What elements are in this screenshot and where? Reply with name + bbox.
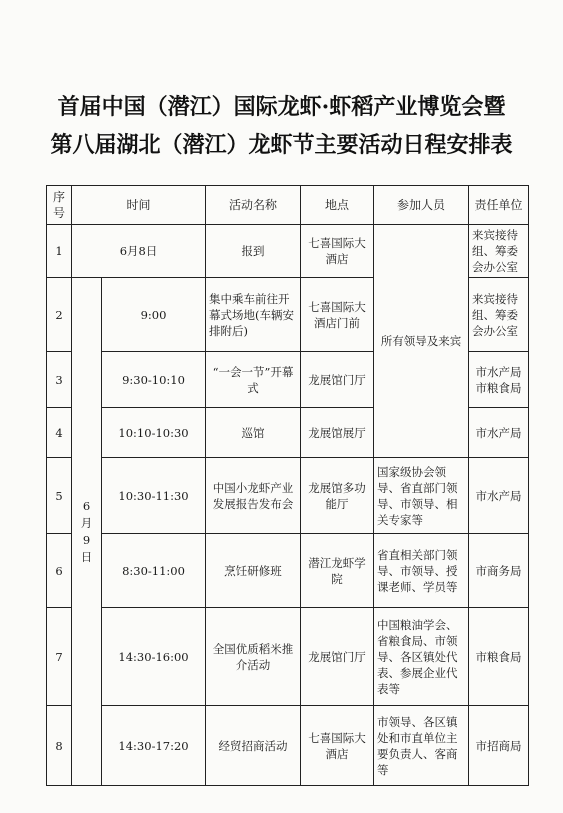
row-activity: 集中乘车前往开幕式场地(车辆安排附后) [206,278,301,352]
row-no: 5 [47,458,72,534]
header-time: 时间 [72,186,206,225]
title-line-2: 第八届湖北（潜江）龙虾节主要活动日程安排表 [50,132,513,158]
row-activity: 经贸招商活动 [206,706,301,786]
table-row [47,706,529,786]
row-no: 2 [47,278,72,352]
header-participants: 参加人员 [374,186,469,225]
row-location: 七喜国际大酒店门前 [301,278,374,352]
row-activity: 中国小龙虾产业发展报告发布会 [206,458,301,534]
row-activity: 报到 [206,225,301,278]
row-location: 龙展馆门厅 [301,608,374,706]
row-participants: 省直相关部门领导、市领导、授课老师、学员等 [374,534,469,608]
header-no: 序号 [47,186,72,225]
row-unit: 市水产局 [469,458,529,534]
row-no: 6 [47,534,72,608]
row-activity: 全国优质稻米推介活动 [206,608,301,706]
row-time: 14:30-16:00 [102,608,206,706]
row-location: 潜江龙虾学院 [301,534,374,608]
header-row [47,186,529,225]
header-location: 地点 [301,186,374,225]
row-location: 七喜国际大酒店 [301,225,374,278]
date-june8: 6月8日 [72,225,206,278]
row-unit: 市招商局 [469,706,529,786]
date-june9-cell [72,278,102,786]
row-location: 龙展馆展厅 [301,408,374,458]
table-row [47,458,529,534]
row-no: 4 [47,408,72,458]
schedule-table [46,185,529,786]
header-unit: 责任单位 [469,186,529,225]
row-no: 7 [47,608,72,706]
row-unit: 市粮食局 [469,608,529,706]
row-activity: 巡馆 [206,408,301,458]
row-no: 8 [47,706,72,786]
row-location: 龙展馆多功能厅 [301,458,374,534]
row-time: 8:30-11:00 [102,534,206,608]
row-unit: 市商务局 [469,534,529,608]
table-row [47,608,529,706]
row-participants: 国家级协会领导、省直部门领导、市领导、相关专家等 [374,458,469,534]
row-time: 10:30-11:30 [102,458,206,534]
date-june9: 6月9日 [80,498,93,564]
header-activity: 活动名称 [206,186,301,225]
row-unit: 市水产局市粮食局 [469,352,529,408]
title-line-1: 首届中国（潜江）国际龙虾·虾稻产业博览会暨 [57,94,506,120]
row-activity: 烹饪研修班 [206,534,301,608]
row-time: 14:30-17:20 [102,706,206,786]
table-row [47,225,529,278]
row-time: 9:30-10:10 [102,352,206,408]
table-row [47,534,529,608]
row-unit: 来宾接待组、筹委会办公室 [469,225,529,278]
row-unit: 市水产局 [469,408,529,458]
row-participants: 中国粮油学会、省粮食局、市领导、各区镇处代表、参展企业代表等 [374,608,469,706]
row-unit: 来宾接待组、筹委会办公室 [469,278,529,352]
row-participants: 市领导、各区镇处和市直单位主要负责人、客商等 [374,706,469,786]
row-no: 1 [47,225,72,278]
row-time: 9:00 [102,278,206,352]
row-location: 七喜国际大酒店 [301,706,374,786]
row-no: 3 [47,352,72,408]
row-activity: “一会一节”开幕式 [206,352,301,408]
row-location: 龙展馆门厅 [301,352,374,408]
shared-participants: 所有领导及来宾 [374,225,469,458]
row-time: 10:10-10:30 [102,408,206,458]
